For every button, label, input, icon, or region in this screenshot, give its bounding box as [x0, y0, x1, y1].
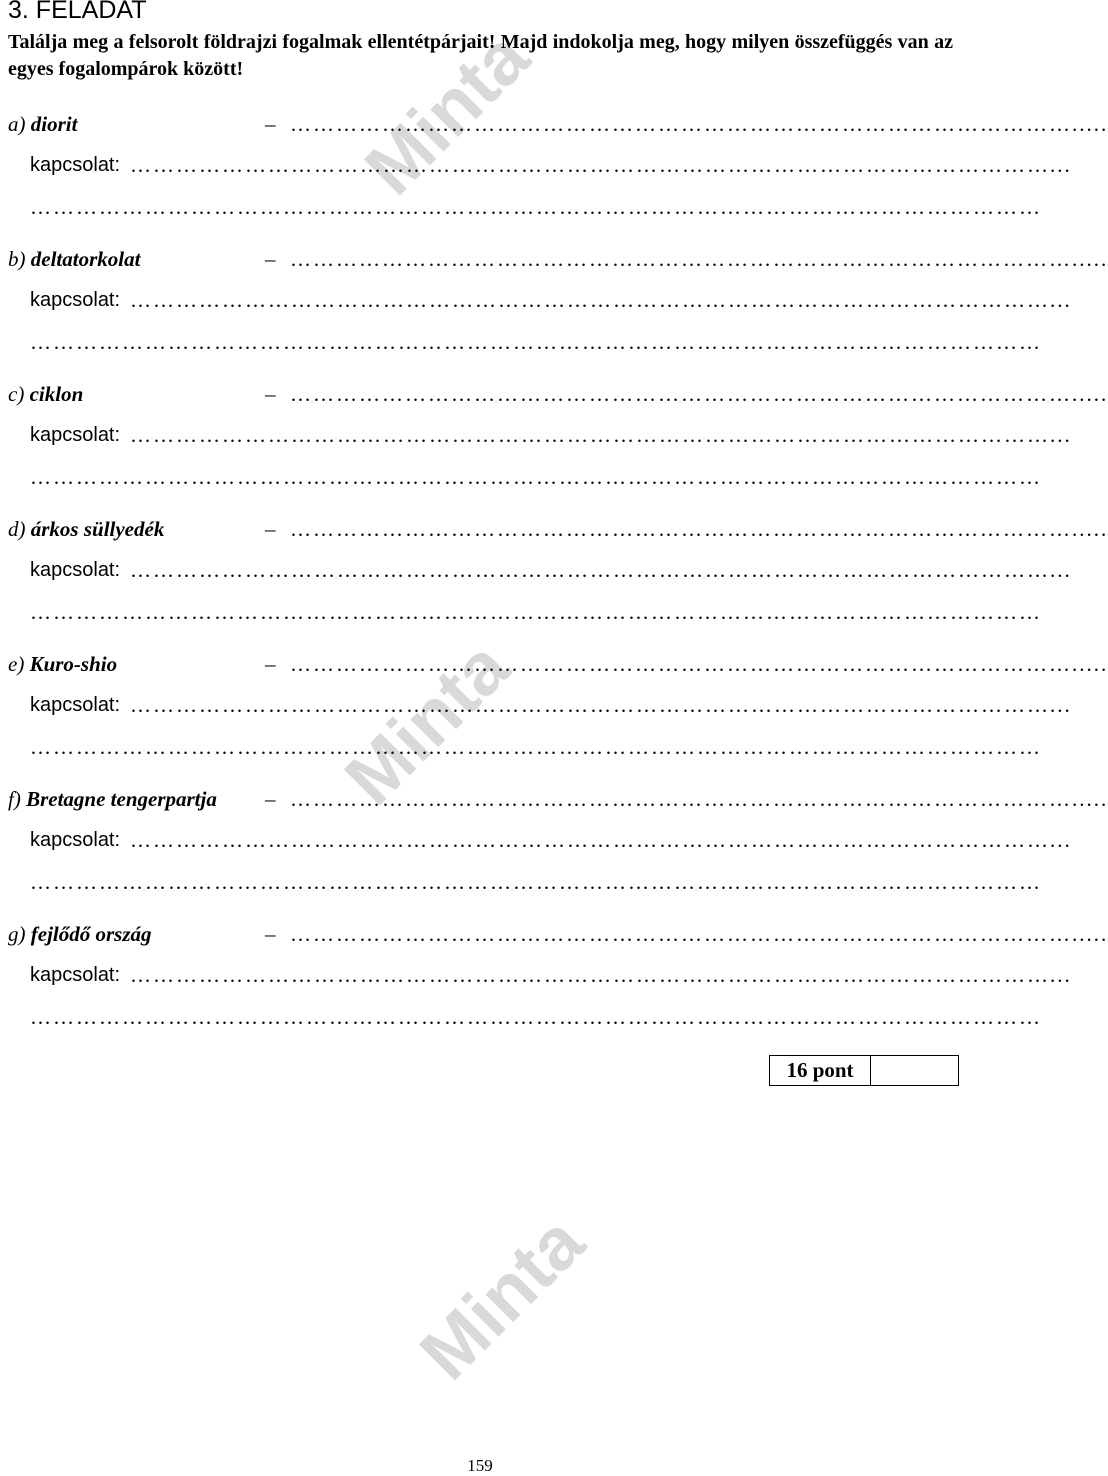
- term-label: [8, 651, 117, 677]
- connection-continuation-field[interactable]: ……………………………………………………………………………………………………………………: [30, 1005, 1042, 1029]
- answer-field[interactable]: ………………………………………………………………………………………….....: [290, 922, 1108, 946]
- term-dash: –: [265, 247, 276, 271]
- item-letter: b): [8, 247, 26, 271]
- connection-label: kapcsolat:: [30, 964, 121, 986]
- connection-field[interactable]: …………………………………………………………………………………………………………...: [130, 288, 1072, 312]
- watermark: Minta: [403, 1199, 600, 1396]
- connection-continuation-field[interactable]: ……………………………………………………………………………………………………………………: [30, 330, 1042, 354]
- term-text: Kuro-shio: [29, 652, 118, 676]
- item-letter: g): [8, 922, 26, 946]
- item-letter: f): [8, 787, 21, 811]
- term-dash: –: [265, 382, 276, 406]
- term-text: ciklon: [29, 382, 84, 406]
- answer-field[interactable]: ………………………………………………………………………………………….....: [290, 652, 1108, 676]
- item-letter: e): [8, 652, 25, 676]
- connection-field[interactable]: …………………………………………………………………………………………………………...: [130, 423, 1072, 447]
- connection-label: kapcsolat:: [30, 559, 121, 581]
- connection-label: kapcsolat:: [30, 424, 121, 446]
- item-letter: a): [8, 112, 26, 136]
- score-label: 16 pont: [770, 1056, 871, 1085]
- connection-field[interactable]: …………………………………………………………………………………………………………...: [130, 963, 1072, 987]
- answer-field[interactable]: ………………………………………………………………………………………….....: [290, 247, 1108, 271]
- item-c: [0, 381, 1108, 511]
- connection-field[interactable]: …………………………………………………………………………………………………………...: [130, 828, 1072, 852]
- connection-continuation-field[interactable]: ……………………………………………………………………………………………………………………: [30, 735, 1042, 759]
- term-dash: –: [265, 112, 276, 136]
- item-e: [0, 651, 1108, 781]
- score-field[interactable]: [871, 1056, 958, 1085]
- item-a: [0, 111, 1108, 241]
- task-instructions: Találja meg a felsorolt földrajzi fogalmak ellentétpárjait! Majd indokolja meg, hogy milyen összefüggés van az egyes fogalompárok között!: [8, 31, 953, 80]
- term-label: [8, 111, 77, 137]
- answer-field[interactable]: ………………………………………………………………………………………….....: [290, 787, 1108, 811]
- term-label: [8, 246, 140, 272]
- connection-continuation-field[interactable]: ……………………………………………………………………………………………………………………: [30, 465, 1042, 489]
- connection-label: kapcsolat:: [30, 694, 121, 716]
- connection-field[interactable]: …………………………………………………………………………………………………………...: [130, 558, 1072, 582]
- term-label: [8, 921, 152, 947]
- connection-field[interactable]: …………………………………………………………………………………………………………...: [130, 693, 1072, 717]
- watermark: Minta: [328, 624, 525, 821]
- watermark: Minta: [348, 14, 545, 211]
- term-dash: –: [265, 652, 276, 676]
- item-letter: d): [8, 517, 26, 541]
- term-text: deltatorkolat: [30, 247, 141, 271]
- answer-field[interactable]: ………………………………………………………………………………………….....: [290, 517, 1108, 541]
- connection-continuation-field[interactable]: ……………………………………………………………………………………………………………………: [30, 195, 1042, 219]
- page-number: 159: [467, 1456, 493, 1475]
- connection-continuation-field[interactable]: ……………………………………………………………………………………………………………………: [30, 870, 1042, 894]
- term-label: [8, 786, 217, 812]
- term-text: Bretagne tengerpartja: [26, 787, 217, 811]
- task-title: 3. FELADAT: [8, 0, 147, 24]
- term-text: diorit: [30, 112, 78, 136]
- term-label: [8, 516, 164, 542]
- term-label: [8, 381, 83, 407]
- connection-field[interactable]: …………………………………………………………………………………………………………...: [130, 153, 1072, 177]
- term-text: fejlődő ország: [30, 922, 152, 946]
- term-dash: –: [265, 922, 276, 946]
- answer-field[interactable]: ………………………………………………………………………………………….....: [290, 112, 1108, 136]
- term-dash: –: [265, 787, 276, 811]
- score-box: [769, 1055, 959, 1086]
- term-text: árkos süllyedék: [30, 517, 165, 541]
- connection-label: kapcsolat:: [30, 289, 121, 311]
- answer-field[interactable]: ………………………………………………………………………………………….....: [290, 382, 1108, 406]
- item-d: [0, 516, 1108, 646]
- connection-label: kapcsolat:: [30, 829, 121, 851]
- item-g: [0, 921, 1108, 1051]
- item-letter: c): [8, 382, 25, 406]
- item-b: [0, 246, 1108, 376]
- term-dash: –: [265, 517, 276, 541]
- item-f: [0, 786, 1108, 916]
- connection-label: kapcsolat:: [30, 154, 121, 176]
- connection-continuation-field[interactable]: ……………………………………………………………………………………………………………………: [30, 600, 1042, 624]
